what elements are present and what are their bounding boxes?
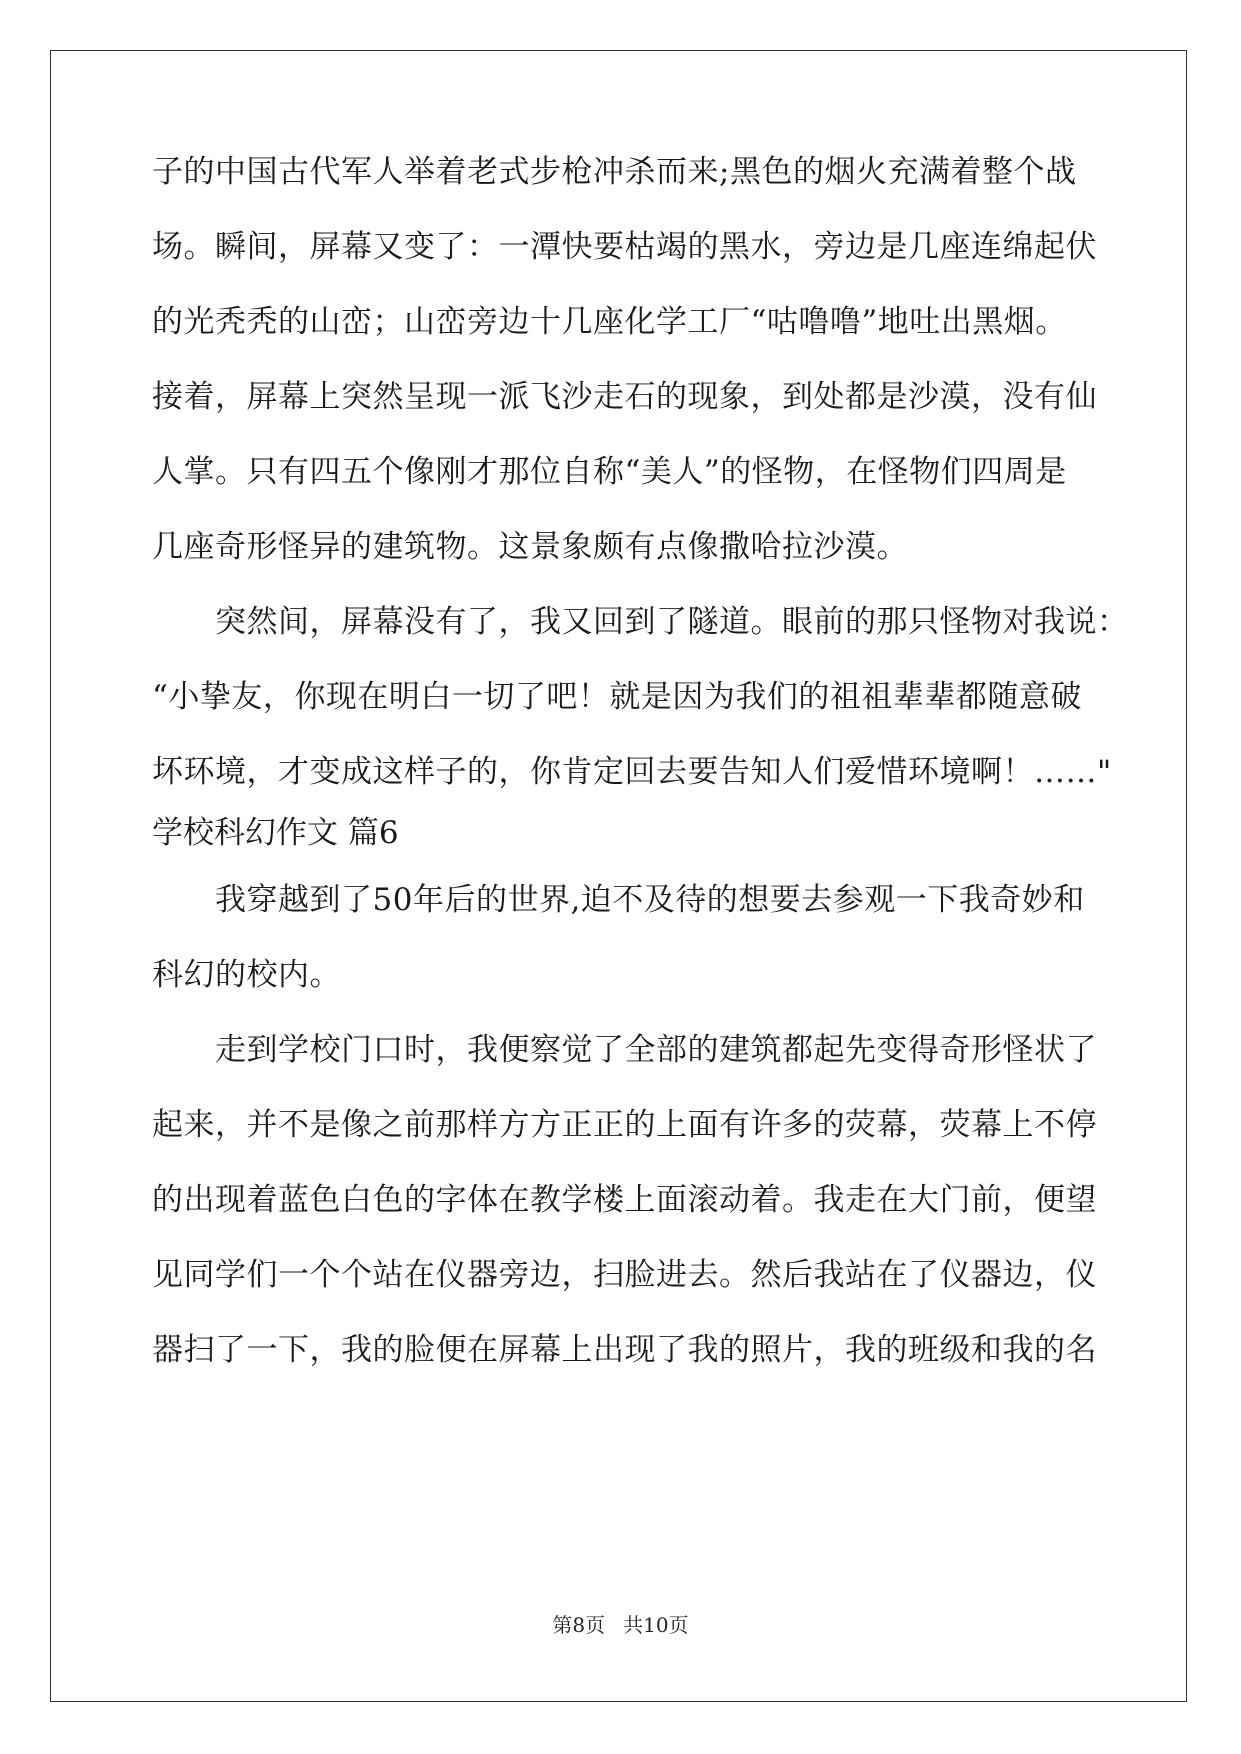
paragraph-line: 我穿越到了50年后的世界,迫不及待的想要去参观一下我奇妙和: [215, 882, 1085, 918]
page-border: [50, 50, 1187, 1702]
paragraph-line: 见同学们一个个站在仪器旁边，扫脸进去。然后我站在了仪器边，仪: [152, 1257, 1097, 1293]
paragraph-line: 坏环境，才变成这样子的，你肯定回去要告知人们爱惜环境啊！……": [152, 754, 1112, 790]
paragraph-line: 走到学校门口时，我便察觉了全部的建筑都起先变得奇形怪状了: [215, 1032, 1097, 1068]
section-heading: 学校科幻作文 篇6: [152, 815, 399, 851]
paragraph-line: “小挚友，你现在明白一切了吧！就是因为我们的祖祖辈辈都随意破: [152, 679, 1082, 715]
paragraph-line: 起来，并不是像之前那样方方正正的上面有许多的荧幕，荧幕上不停: [152, 1107, 1097, 1143]
page-footer: [0, 1612, 1241, 1638]
page-total: 共10页: [623, 1613, 689, 1637]
paragraph-line: 突然间，屏幕没有了，我又回到了隧道。眼前的那只怪物对我说：: [215, 604, 1129, 640]
paragraph-line: 的光秃秃的山峦；山峦旁边十几座化学工厂“咕噜噜”地吐出黑烟。: [152, 304, 1067, 340]
paragraph-line: 人掌。只有四五个像刚才那位自称“美人”的怪物，在怪物们四周是: [152, 454, 1067, 490]
paragraph-line: 器扫了一下，我的脸便在屏幕上出现了我的照片，我的班级和我的名: [152, 1332, 1097, 1368]
page-number: 第8页: [552, 1613, 606, 1637]
paragraph-line: 科幻的校内。: [152, 957, 341, 993]
paragraph-line: 几座奇形怪异的建筑物。这景象颇有点像撒哈拉沙漠。: [152, 529, 908, 565]
paragraph-line: 子的中国古代军人举着老式步枪冲杀而来;黑色的烟火充满着整个战: [152, 154, 1077, 190]
paragraph-line: 接着，屏幕上突然呈现一派飞沙走石的现象，到处都是沙漠，没有仙: [152, 379, 1097, 415]
paragraph-line: 场。瞬间，屏幕又变了：一潭快要枯竭的黑水，旁边是几座连绵起伏: [152, 229, 1097, 265]
paragraph-line: 的出现着蓝色白色的字体在教学楼上面滚动着。我走在大门前，便望: [152, 1182, 1097, 1218]
